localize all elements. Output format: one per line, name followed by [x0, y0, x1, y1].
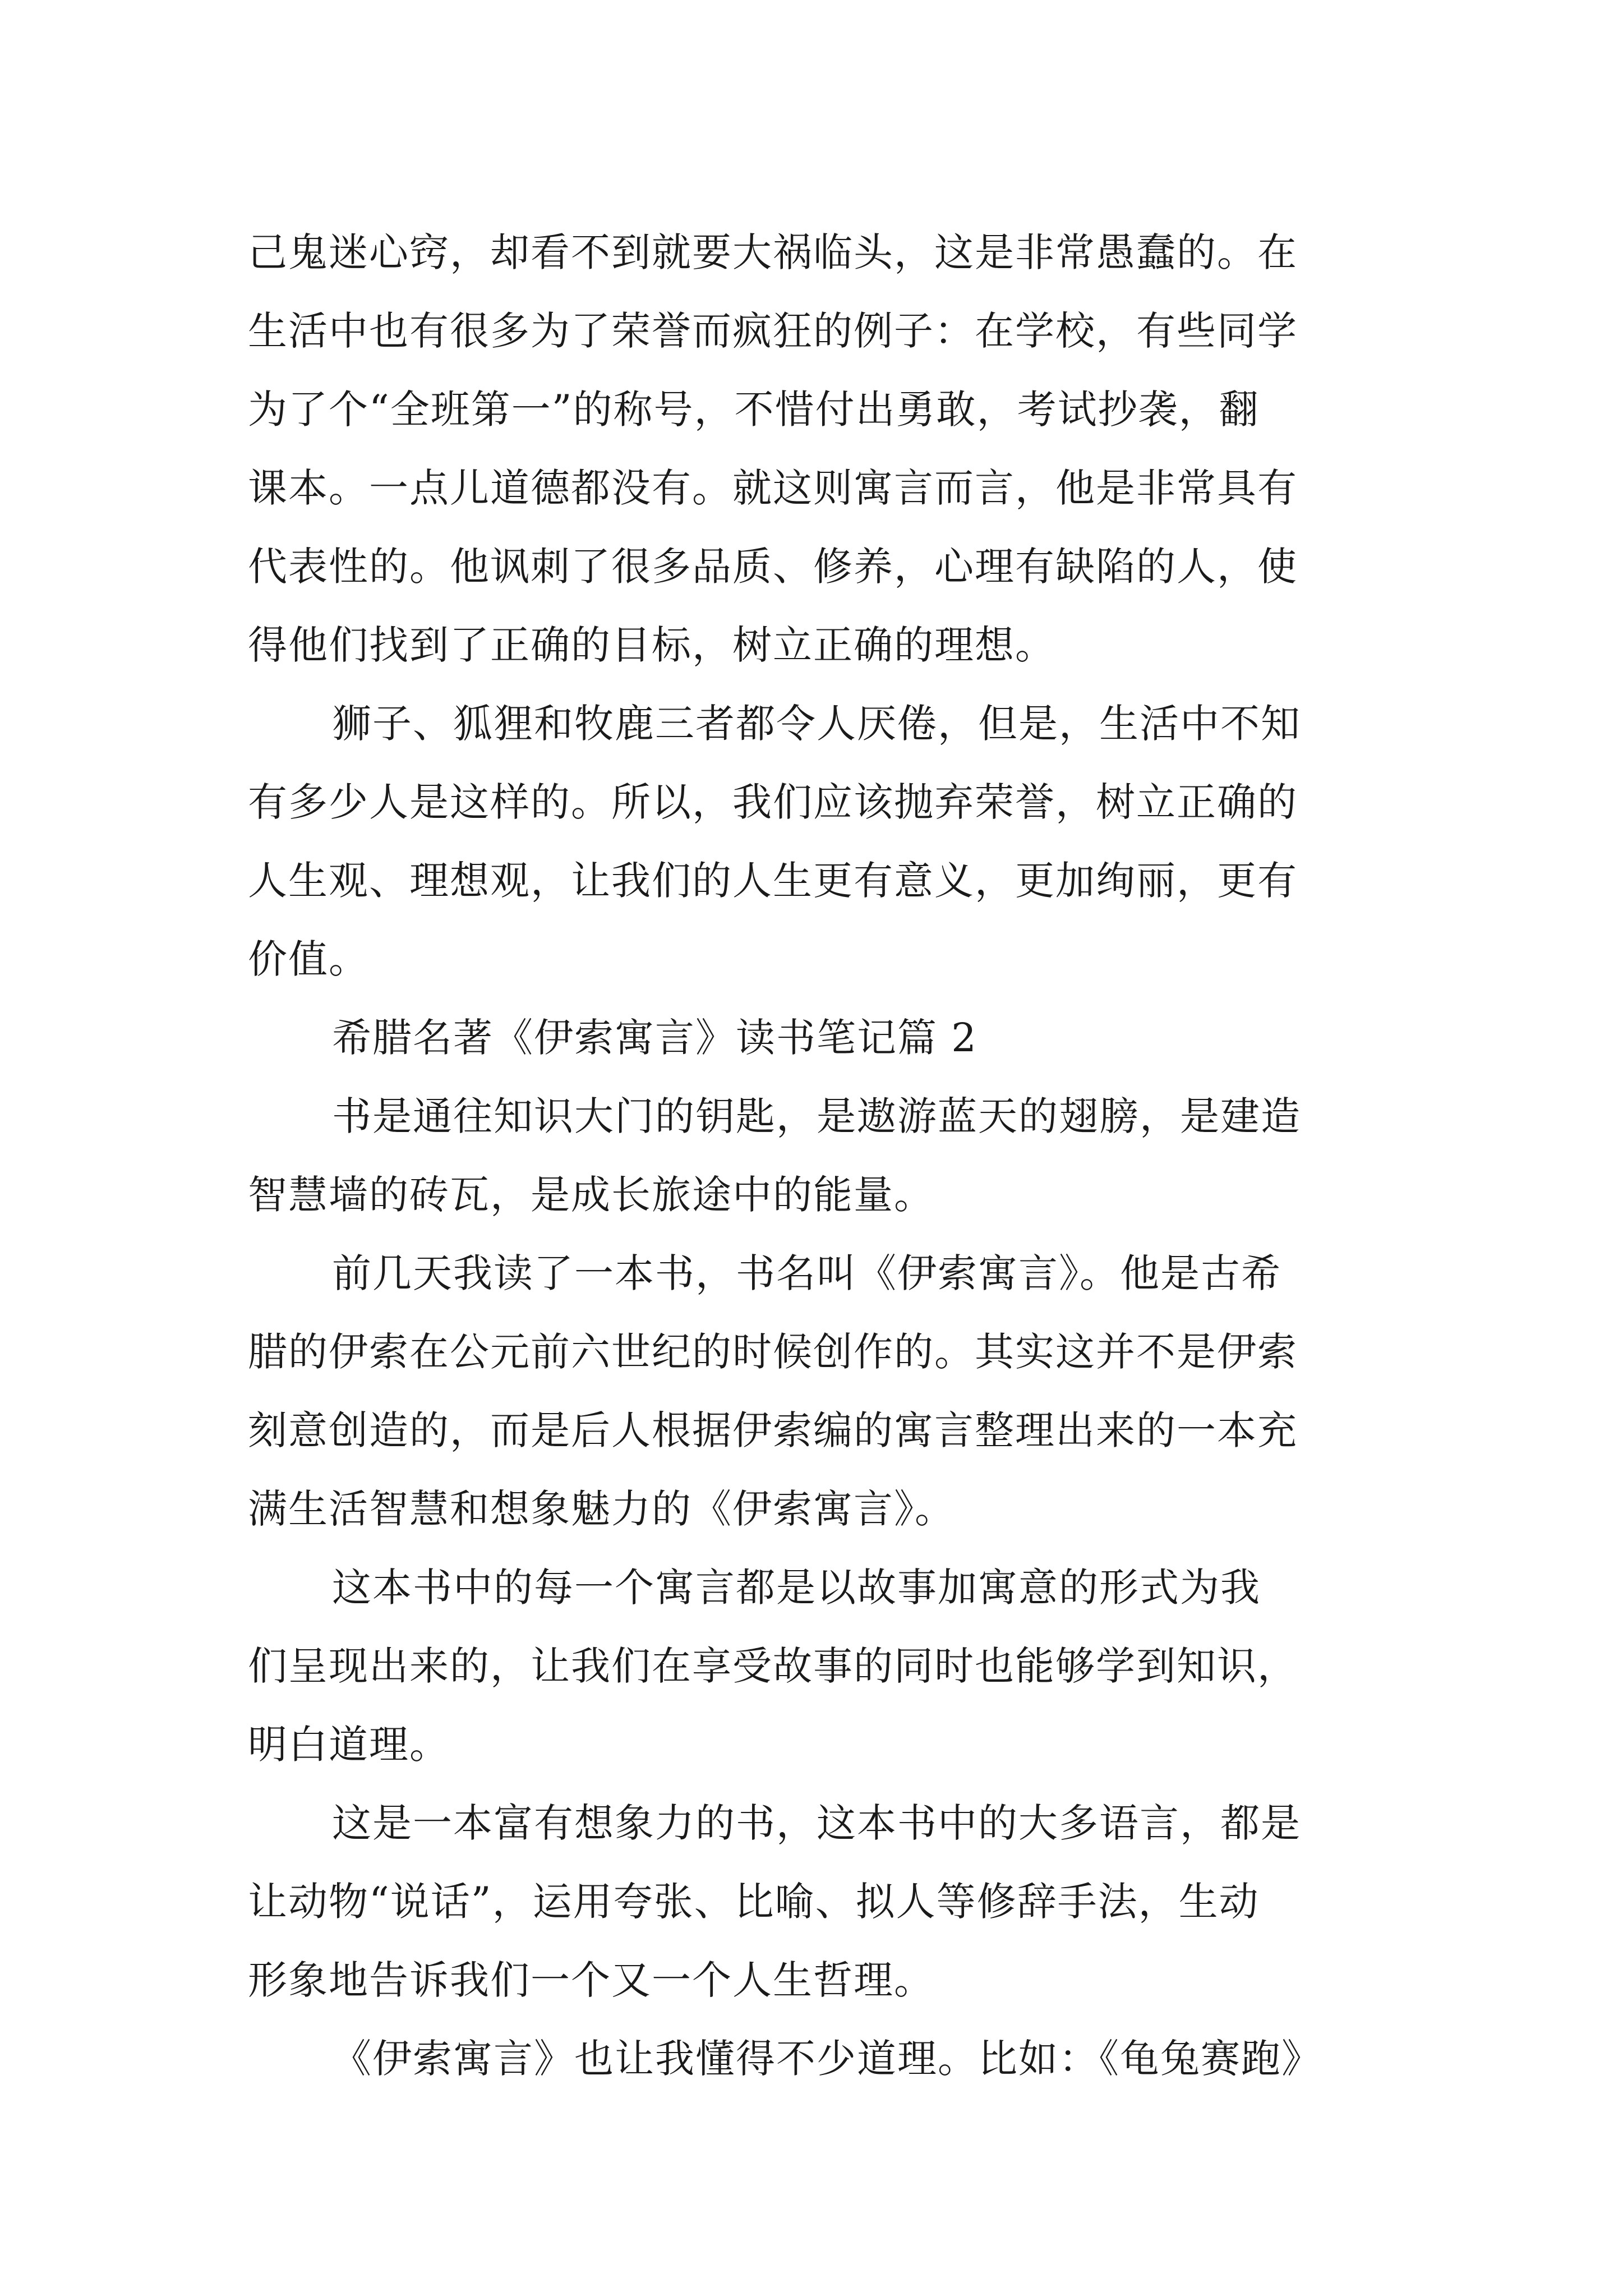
- text-line: 形象地告诉我们一个又一个人生哲理。: [248, 1957, 934, 2003]
- body-text: [248, 213, 1426, 2098]
- text-line: 代表性的。他讽刺了很多品质、修养，心理有缺陷的人，使: [248, 544, 1298, 590]
- text-line: 明白道理。: [248, 1722, 450, 1768]
- text-line: 满生活智慧和想象魅力的《伊索寓言》。: [248, 1486, 955, 1532]
- text-line: 狮子、狐狸和牧鹿三者都令人厌倦，但是，生活中不知: [332, 701, 1301, 747]
- text-line: 刻意创造的，而是后人根据伊索编的寓言整理出来的一本充: [248, 1407, 1298, 1453]
- text-line: 们呈现出来的，让我们在享受故事的同时也能够学到知识，: [248, 1643, 1298, 1689]
- text-line: 有多少人是这样的。所以，我们应该抛弃荣誉，树立正确的: [248, 779, 1298, 825]
- text-line: 《伊索寓言》也让我懂得不少道理。比如：《龟兔赛跑》: [332, 2036, 1322, 2082]
- text-line: 己鬼迷心窍，却看不到就要大祸临头，这是非常愚蠢的。在: [248, 229, 1298, 275]
- text-line: 为了个“全班第一”的称号，不惜付出勇敢，考试抄袭，翻: [248, 386, 1260, 432]
- text-line: 这是一本富有想象力的书，这本书中的大多语言，都是: [332, 1800, 1301, 1846]
- text-line: 生活中也有很多为了荣誉而疯狂的例子：在学校，有些同学: [248, 308, 1298, 354]
- text-line: 人生观、理想观，让我们的人生更有意义，更加绚丽，更有: [248, 858, 1298, 904]
- text-line: 书是通往知识大门的钥匙，是遨游蓝天的翅膀，是建造: [332, 1093, 1301, 1139]
- text-line: 希腊名著《伊索寓言》读书笔记篇 2: [332, 1015, 978, 1061]
- text-line: 让动物“说话”，运用夸张、比喻、拟人等修辞手法，生动: [248, 1879, 1260, 1925]
- text-line: 前几天我读了一本书，书名叫《伊索寓言》。他是古希: [332, 1250, 1281, 1296]
- text-line: 价值。: [248, 936, 369, 982]
- text-line: 这本书中的每一个寓言都是以故事加寓意的形式为我: [332, 1565, 1261, 1611]
- text-line: 课本。一点儿道德都没有。就这则寓言而言，他是非常具有: [248, 465, 1298, 511]
- text-line: 得他们找到了正确的目标，树立正确的理想。: [248, 622, 1055, 668]
- text-line: 腊的伊索在公元前六世纪的时候创作的。其实这并不是伊索: [248, 1329, 1298, 1375]
- text-line: 智慧墙的砖瓦，是成长旅途中的能量。: [248, 1172, 934, 1218]
